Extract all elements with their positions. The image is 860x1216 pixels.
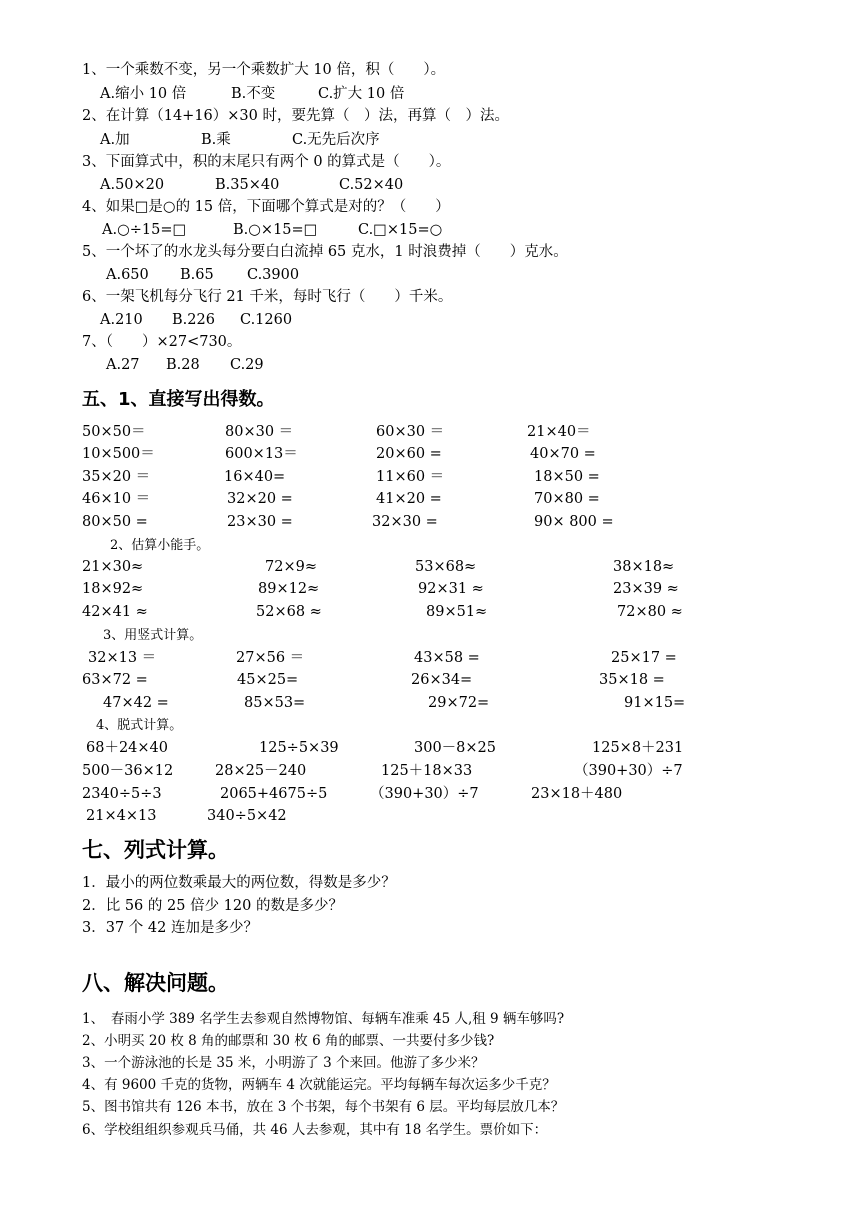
step-item: 340÷5×42 bbox=[207, 808, 287, 824]
q2-option-c: C.无先后次序 bbox=[292, 132, 380, 148]
q4-option-a: A.○÷15=□ bbox=[102, 222, 187, 238]
q1-option-c: C.扩大 10 倍 bbox=[318, 86, 405, 102]
list-item: 2、小明买 20 枚 8 角的邮票和 30 枚 6 角的邮票、一共要付多少钱? bbox=[82, 1033, 495, 1049]
step-item: 2065+4675÷5 bbox=[220, 786, 328, 802]
estimate-subtitle: 2、估算小能手。 bbox=[110, 538, 210, 553]
step-item: （390+30）÷7 bbox=[370, 786, 479, 802]
vertical-item: 29×72= bbox=[428, 695, 490, 711]
q7-option-a: A.27 bbox=[106, 357, 140, 373]
estimate-item: 18×92≈ bbox=[82, 581, 144, 597]
calc-item: 11×60 ＝ bbox=[376, 469, 445, 485]
question-1: 1、一个乘数不变，另一个乘数扩大 10 倍，积（ ）。 bbox=[82, 62, 446, 78]
calc-item: 20×60 = bbox=[376, 446, 442, 462]
calc-item: 90× 800 = bbox=[534, 514, 614, 530]
step-item: 125×8＋231 bbox=[592, 740, 684, 756]
calc-item: 600×13＝ bbox=[225, 446, 298, 462]
section-8-title: 八、解决问题。 bbox=[82, 971, 229, 995]
q4-option-b: B.○×15=□ bbox=[233, 222, 318, 238]
list-item: 3、一个游泳池的长是 35 米，小明游了 3 个来回。他游了多少米？ bbox=[82, 1055, 485, 1071]
question-6: 6、一架飞机每分飞行 21 千米，每时飞行（ ）千米。 bbox=[82, 289, 453, 305]
q3-option-c: C.52×40 bbox=[339, 177, 404, 193]
vertical-item: 91×15= bbox=[624, 695, 686, 711]
calc-item: 10×500＝ bbox=[82, 446, 155, 462]
vertical-item: 25×17 = bbox=[611, 650, 677, 666]
estimate-item: 72×9≈ bbox=[265, 559, 317, 575]
list-item: 3．37 个 42 连加是多少？ bbox=[82, 920, 258, 936]
calc-item: 80×50 = bbox=[82, 514, 148, 530]
q2-option-b: B.乘 bbox=[201, 132, 231, 148]
q3-option-a: A.50×20 bbox=[100, 177, 165, 193]
vertical-item: 43×58 = bbox=[414, 650, 480, 666]
q6-option-a: A.210 bbox=[100, 312, 143, 328]
estimate-item: 38×18≈ bbox=[613, 559, 675, 575]
question-5: 5、一个坏了的水龙头每分要白白流掉 65 克水，1 时浪费掉（ ）克水。 bbox=[82, 244, 568, 260]
step-item: 500－36×12 bbox=[82, 763, 174, 779]
estimate-item: 89×12≈ bbox=[258, 581, 320, 597]
q3-option-b: B.35×40 bbox=[215, 177, 280, 193]
section-7-title: 七、列式计算。 bbox=[82, 838, 229, 862]
list-item: 1．最小的两位数乘最大的两位数，得数是多少？ bbox=[82, 875, 396, 891]
q6-option-b: B.226 bbox=[172, 312, 215, 328]
question-7: 7、（ ）×27<730。 bbox=[82, 334, 242, 350]
estimate-item: 72×80 ≈ bbox=[617, 604, 683, 620]
list-item: 5、图书馆共有 126 本书，放在 3 个书架，每个书架有 6 层。平均每层放几本？ bbox=[82, 1099, 565, 1115]
step-item: 125÷5×39 bbox=[259, 740, 339, 756]
vertical-item: 63×72 = bbox=[82, 672, 148, 688]
step-subtitle: 4、脱式计算。 bbox=[96, 718, 183, 733]
step-item: 2340÷5÷3 bbox=[82, 786, 162, 802]
calc-item: 41×20 = bbox=[376, 491, 442, 507]
q1-option-b: B.不变 bbox=[231, 86, 276, 102]
q4-option-c: C.□×15=○ bbox=[358, 222, 443, 238]
estimate-item: 21×30≈ bbox=[82, 559, 144, 575]
vertical-item: 47×42 = bbox=[103, 695, 169, 711]
section-5-title: 五、1、直接写出得数。 bbox=[82, 389, 275, 410]
calc-item: 46×10 ＝ bbox=[82, 491, 151, 507]
calc-item: 60×30 ＝ bbox=[376, 424, 445, 440]
list-item: 6、学校组组织参观兵马俑，共 46 人去参观，其中有 18 名学生。票价如下： bbox=[82, 1122, 548, 1138]
step-item: 125＋18×33 bbox=[381, 763, 473, 779]
vertical-item: 35×18 = bbox=[599, 672, 665, 688]
calc-item: 70×80 = bbox=[534, 491, 600, 507]
q7-option-b: B.28 bbox=[166, 357, 200, 373]
calc-item: 80×30 ＝ bbox=[225, 424, 294, 440]
calc-item: 18×50 = bbox=[534, 469, 600, 485]
question-3: 3、下面算式中，积的末尾只有两个 0 的算式是（ ）。 bbox=[82, 154, 451, 170]
list-item: 2．比 56 的 25 倍少 120 的数是多少？ bbox=[82, 898, 343, 914]
estimate-item: 53×68≈ bbox=[415, 559, 477, 575]
calc-item: 35×20 ＝ bbox=[82, 469, 151, 485]
q7-option-c: C.29 bbox=[230, 357, 264, 373]
q6-option-c: C.1260 bbox=[240, 312, 293, 328]
question-2: 2、在计算（14+16）×30 时，要先算（ ）法，再算（ ）法。 bbox=[82, 108, 509, 124]
estimate-item: 42×41 ≈ bbox=[82, 604, 148, 620]
calc-item: 23×30 = bbox=[227, 514, 293, 530]
calc-item: 21×40＝ bbox=[527, 424, 591, 440]
q5-option-a: A.650 bbox=[106, 267, 149, 283]
estimate-item: 52×68 ≈ bbox=[256, 604, 322, 620]
step-item: 21×4×13 bbox=[86, 808, 157, 824]
step-item: 23×18＋480 bbox=[531, 786, 623, 802]
calc-item: 50×50＝ bbox=[82, 424, 146, 440]
estimate-item: 23×39 ≈ bbox=[613, 581, 679, 597]
q2-option-a: A.加 bbox=[100, 132, 130, 148]
q5-option-b: B.65 bbox=[180, 267, 214, 283]
step-item: 68＋24×40 bbox=[86, 740, 169, 756]
q1-option-a: A.缩小 10 倍 bbox=[100, 86, 187, 102]
vertical-item: 26×34= bbox=[411, 672, 473, 688]
list-item: 1、 春雨小学 389 名学生去参观自然博物馆、每辆车准乘 45 人,租 9 辆车够吗? bbox=[82, 1011, 565, 1027]
vertical-item: 85×53= bbox=[244, 695, 306, 711]
calc-item: 32×20 = bbox=[227, 491, 293, 507]
vertical-subtitle: 3、用竖式计算。 bbox=[103, 628, 203, 643]
q5-option-c: C.3900 bbox=[247, 267, 300, 283]
list-item: 4、有 9600 千克的货物，两辆车 4 次就能运完。平均每辆车每次运多少千克？ bbox=[82, 1077, 556, 1093]
vertical-item: 32×13 ＝ bbox=[88, 650, 157, 666]
calc-item: 16×40= bbox=[224, 469, 286, 485]
step-item: （390+30）÷7 bbox=[574, 763, 683, 779]
calc-item: 40×70 = bbox=[530, 446, 596, 462]
vertical-item: 27×56 ＝ bbox=[236, 650, 305, 666]
question-4: 4、如果□是○的 15 倍，下面哪个算式是对的？（ ） bbox=[82, 199, 450, 215]
estimate-item: 89×51≈ bbox=[426, 604, 488, 620]
vertical-item: 45×25= bbox=[237, 672, 299, 688]
calc-item: 32×30 = bbox=[372, 514, 438, 530]
step-item: 28×25－240 bbox=[215, 763, 307, 779]
estimate-item: 92×31 ≈ bbox=[418, 581, 484, 597]
step-item: 300－8×25 bbox=[414, 740, 497, 756]
